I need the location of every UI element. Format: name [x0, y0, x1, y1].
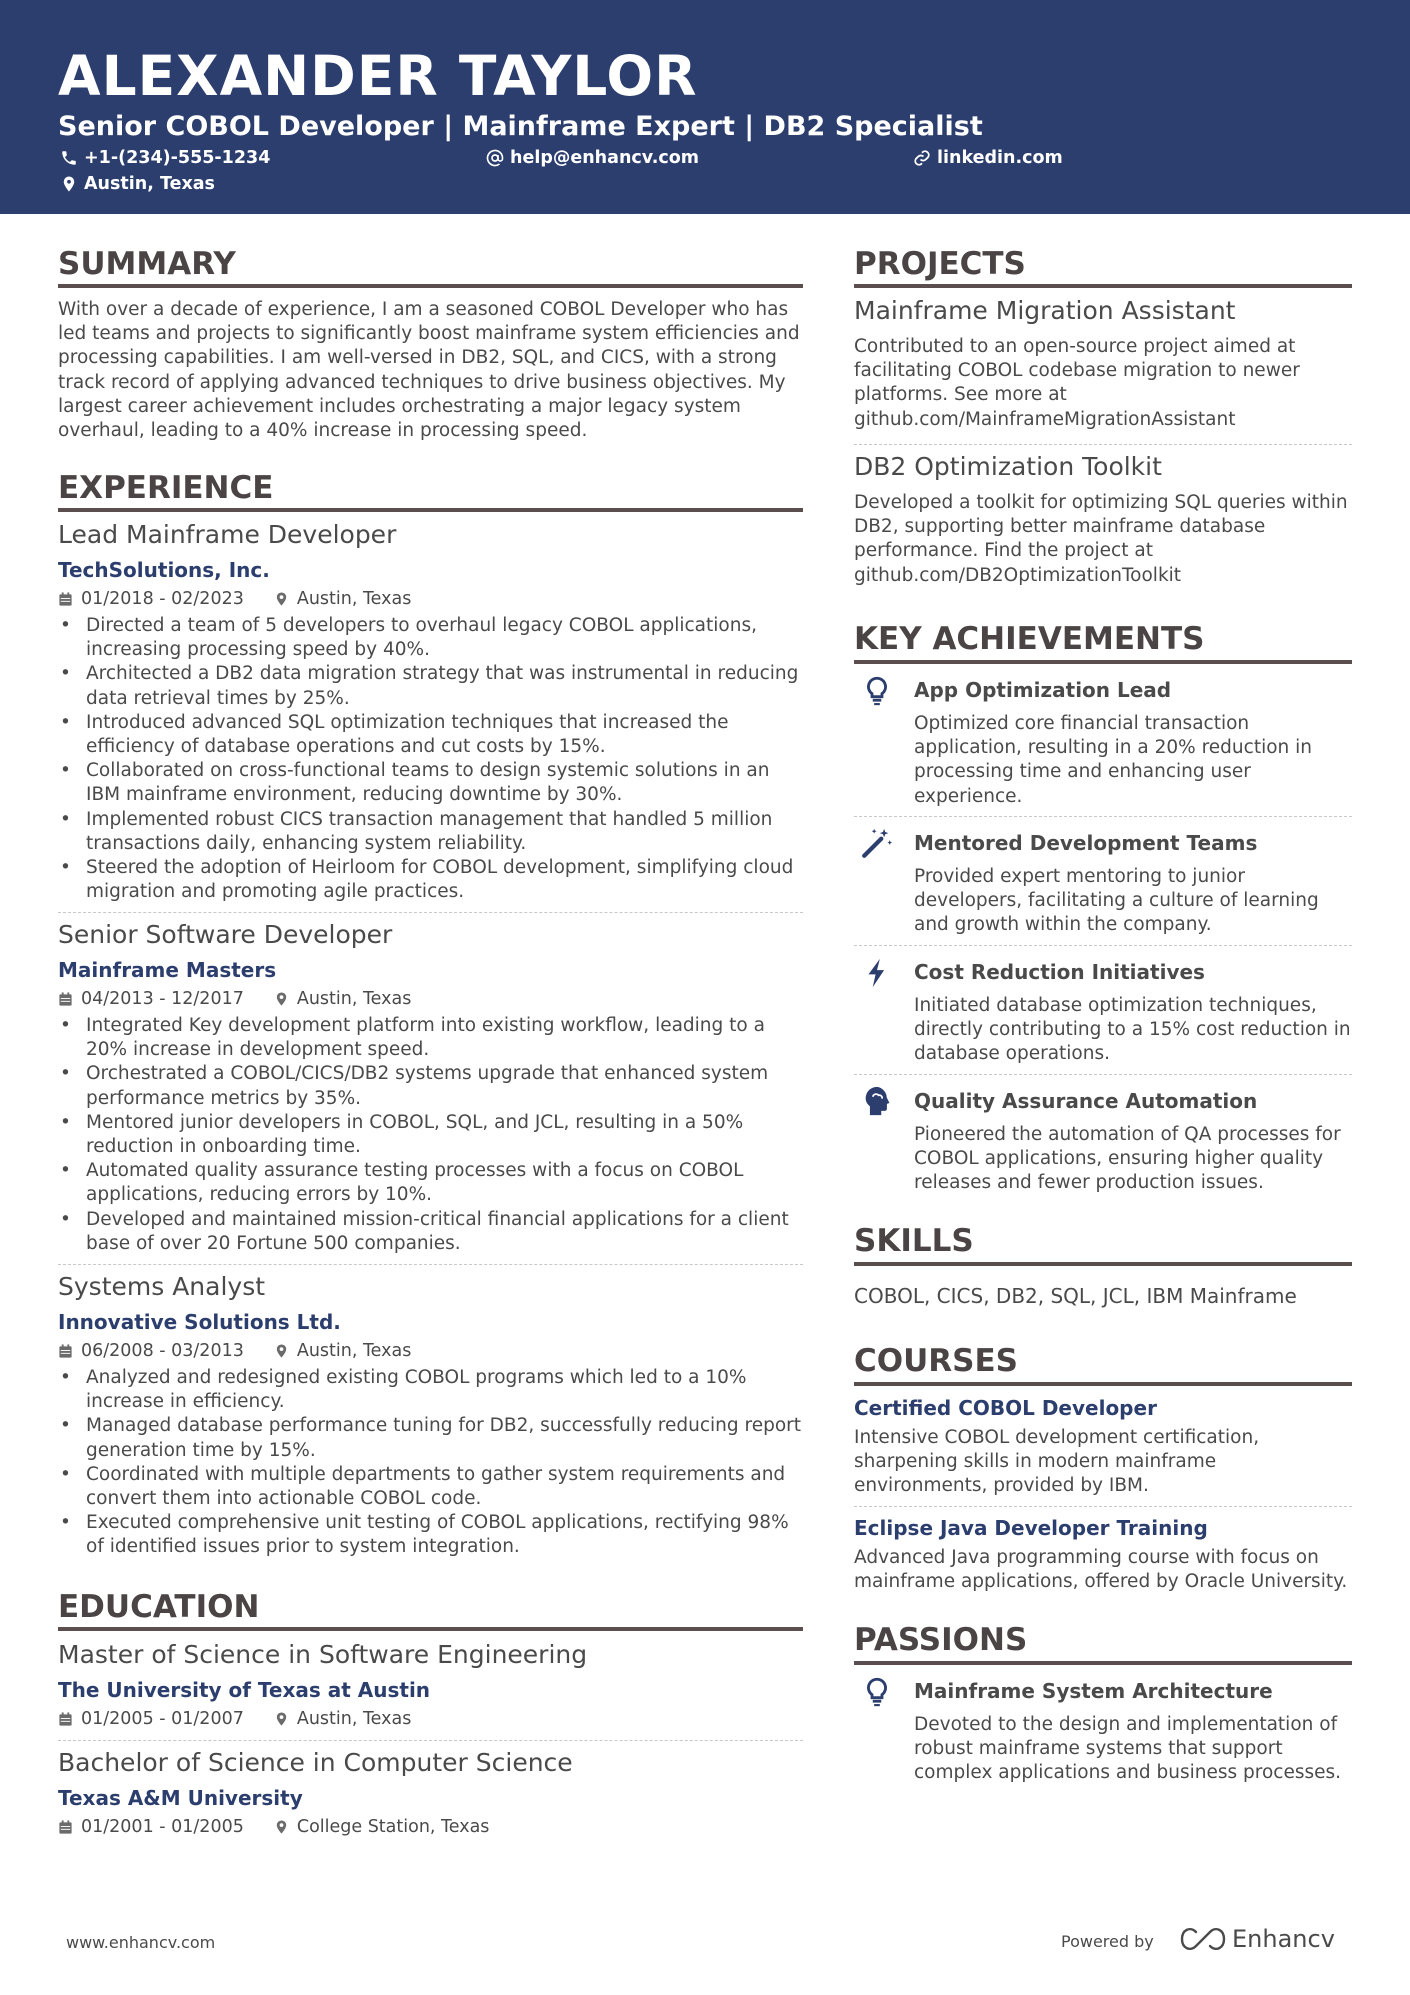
calendar-icon: [58, 1819, 73, 1835]
job-dates: 04/2013 - 12/2017: [81, 989, 244, 1009]
project-title: DB2 Optimization Toolkit: [854, 452, 1162, 481]
divider: [854, 1506, 1352, 1507]
list-item: • Developed and maintained mission-critical financial applications for a client base of over 20 Fortune 500 companies.: [58, 1208, 803, 1256]
education-heading: EDUCATION: [58, 1589, 260, 1625]
location-text: Austin, Texas: [84, 174, 215, 194]
degree-title: Master of Science in Software Engineering: [58, 1640, 588, 1669]
lightbulb-icon: [860, 674, 894, 708]
job-bullets: [58, 1366, 803, 1560]
head-brain-icon: [860, 1084, 894, 1118]
course-entry: [854, 1516, 1352, 1594]
school-name[interactable]: Texas A&M University: [58, 1786, 303, 1810]
projects-heading: PROJECTS: [854, 246, 1026, 282]
linkedin-contact[interactable]: [913, 148, 1063, 168]
phone-contact[interactable]: [60, 148, 270, 168]
job-location: Austin, Texas: [296, 589, 412, 609]
phone-text: +1-(234)-555-1234: [84, 148, 271, 168]
job-dates: 06/2008 - 03/2013: [81, 1341, 244, 1361]
link-icon: [913, 149, 931, 167]
project-entry: [854, 452, 1352, 588]
courses-rule: [854, 1382, 1352, 1386]
education-entry: [58, 1640, 803, 1729]
location-contact: [60, 174, 215, 194]
enhancv-logo[interactable]: [1180, 1925, 1335, 1953]
calendar-icon: [58, 1711, 73, 1727]
map-pin-icon: [274, 591, 289, 607]
email-text: help@enhancv.com: [510, 148, 700, 168]
map-pin-icon: [274, 991, 289, 1007]
education-meta: [58, 1709, 803, 1729]
job-dates: 01/2018 - 02/2023: [81, 589, 244, 609]
passion-title: Mainframe System Architecture: [914, 1679, 1273, 1703]
education-location: Austin, Texas: [296, 1709, 412, 1729]
list-item: • Implemented robust CICS transaction management that handled 5 million transactions daily, enhancing system reliability.: [58, 808, 803, 856]
projects-rule: [854, 284, 1352, 288]
education-entry: [58, 1748, 803, 1837]
achievement-entry: [914, 678, 1354, 809]
magic-wand-icon: [860, 826, 894, 860]
achievement-entry: [914, 831, 1354, 938]
lightbulb-icon: [860, 1675, 894, 1709]
passions-rule: [854, 1661, 1352, 1665]
job-bullets: [58, 1014, 803, 1256]
achievement-entry: [914, 960, 1354, 1067]
education-location: College Station, Texas: [296, 1817, 490, 1837]
job-bullets: [58, 614, 803, 904]
map-pin-icon: [60, 175, 78, 193]
job-company[interactable]: Innovative Solutions Ltd.: [58, 1310, 341, 1334]
enhancv-logo-icon: [1180, 1926, 1226, 1952]
job-company[interactable]: Mainframe Masters: [58, 958, 277, 982]
summary-rule: [58, 284, 803, 288]
passion-text: Devoted to the design and implementation of robust mainframe systems that support complex applications and business processes.: [914, 1714, 1342, 1784]
list-item: • Introduced advanced SQL optimization techniques that increased the efficiency of database operations and cut costs by 15%.: [58, 711, 803, 759]
passions-heading: PASSIONS: [854, 1622, 1028, 1658]
skills-list: COBOL, CICS, DB2, SQL, JCL, IBM Mainframe: [854, 1284, 1297, 1308]
job-location: Austin, Texas: [296, 989, 412, 1009]
list-item: • Executed comprehensive unit testing of COBOL applications, rectifying 98% of identified issues prior to system integration.: [58, 1511, 803, 1559]
map-pin-icon: [274, 1819, 289, 1835]
achievements-heading: KEY ACHIEVEMENTS: [854, 621, 1205, 657]
job-role: Lead Mainframe Developer: [58, 520, 397, 549]
course-title[interactable]: Eclipse Java Developer Training: [854, 1516, 1208, 1540]
job-company[interactable]: TechSolutions, Inc.: [58, 558, 270, 582]
achievement-title: Quality Assurance Automation: [914, 1089, 1258, 1113]
achievement-title: Cost Reduction Initiatives: [914, 960, 1205, 984]
divider: [854, 816, 1352, 817]
divider: [854, 444, 1352, 445]
job-role: Systems Analyst: [58, 1272, 266, 1301]
divider: [58, 1264, 803, 1265]
linkedin-text: linkedin.com: [937, 148, 1063, 168]
calendar-icon: [58, 1343, 73, 1359]
header-banner: [0, 0, 1410, 214]
lightning-bolt-icon: [860, 956, 894, 990]
summary-heading: SUMMARY: [58, 246, 236, 282]
achievement-text: Provided expert mentoring to junior developers, facilitating a culture of learning and growth within the company.: [914, 866, 1319, 936]
divider: [58, 1740, 803, 1741]
job-location: Austin, Texas: [296, 1341, 412, 1361]
project-text: Developed a toolkit for optimizing SQL queries within DB2, supporting better mainframe database performance. Find the project at github.com/DB2OptimizationToolkit: [854, 492, 1348, 586]
job-meta: [58, 989, 803, 1009]
candidate-name: ALEXANDER TAYLOR: [58, 44, 698, 108]
list-item: • Coordinated with multiple departments to gather system requirements and convert them into actionable COBOL code.: [58, 1463, 803, 1511]
list-item: • Directed a team of 5 developers to overhaul legacy COBOL applications, increasing processing speed by 40%.: [58, 614, 803, 662]
job-role: Senior Software Developer: [58, 920, 393, 949]
list-item: • Integrated Key development platform into existing workflow, leading to a 20% increase in development speed.: [58, 1014, 803, 1062]
skills-heading: SKILLS: [854, 1223, 974, 1259]
course-title[interactable]: Certified COBOL Developer: [854, 1396, 1157, 1420]
list-item: • Analyzed and redesigned existing COBOL programs which led to a 10% increase in efficiency.: [58, 1366, 803, 1414]
achievement-title: App Optimization Lead: [914, 678, 1172, 702]
footer-website[interactable]: www.enhancv.com: [66, 1933, 216, 1952]
calendar-icon: [58, 591, 73, 607]
enhancv-logo-text: Enhancv: [1232, 1925, 1335, 1953]
degree-title: Bachelor of Science in Computer Science: [58, 1748, 573, 1777]
project-title: Mainframe Migration Assistant: [854, 296, 1236, 325]
achievement-title: Mentored Development Teams: [914, 831, 1258, 855]
courses-heading: COURSES: [854, 1343, 1018, 1379]
achievement-text: Optimized core financial transaction application, resulting in a 20% reduction in processing time and enhancing user experience.: [914, 713, 1313, 807]
project-entry: [854, 296, 1352, 432]
map-pin-icon: [274, 1711, 289, 1727]
map-pin-icon: [274, 1343, 289, 1359]
job-meta: [58, 589, 803, 609]
list-item: • Mentored junior developers in COBOL, SQL, and JCL, resulting in a 50% reduction in onboarding time.: [58, 1111, 803, 1159]
job-entry: [58, 520, 803, 904]
achievement-entry: [914, 1089, 1354, 1196]
course-text: Advanced Java programming course with focus on mainframe applications, offered by Oracle University.: [854, 1547, 1348, 1593]
footer-powered-by: Powered by: [1061, 1932, 1154, 1951]
email-contact[interactable]: [486, 148, 699, 168]
education-dates: 01/2005 - 01/2007: [81, 1709, 244, 1729]
experience-rule: [58, 508, 803, 512]
phone-icon: [60, 149, 78, 167]
course-entry: [854, 1396, 1352, 1499]
list-item: • Steered the adoption of Heirloom for COBOL development, simplifying cloud migration and promoting agile practices.: [58, 856, 803, 904]
education-dates: 01/2001 - 01/2005: [81, 1817, 244, 1837]
achievement-text: Pioneered the automation of QA processes for COBOL applications, ensuring higher quality releases and fewer production issues.: [914, 1124, 1341, 1194]
education-meta: [58, 1817, 803, 1837]
project-text: Contributed to an open-source project aimed at facilitating COBOL codebase migration to newer platforms. See more at github.com/MainframeMigrationAssistant: [854, 336, 1300, 430]
at-sign-icon: [486, 149, 504, 167]
education-rule: [58, 1627, 803, 1631]
calendar-icon: [58, 991, 73, 1007]
divider: [854, 1074, 1352, 1075]
job-entry: [58, 1272, 803, 1560]
job-meta: [58, 1341, 803, 1361]
list-item: • Managed database performance tuning for DB2, successfully reducing report generation time by 15%.: [58, 1414, 803, 1462]
list-item: • Automated quality assurance testing processes with a focus on COBOL applications, reducing errors by 10%.: [58, 1159, 803, 1207]
passion-entry: [914, 1679, 1354, 1786]
summary-text: With over a decade of experience, I am a seasoned COBOL Developer who has led teams and projects to significantly boost mainframe system efficiencies and processing capabilities. I am well-versed in DB2, SQL, and CICS, with a strong track record of applying advanced techniques to drive business objectives. My largest career achievement includes orchestrating a major legacy system overhaul, leading to a 40% increase in processing speed.: [58, 299, 800, 442]
divider: [58, 912, 803, 913]
candidate-title: Senior COBOL Developer | Mainframe Expert | DB2 Specialist: [58, 111, 983, 142]
divider: [854, 945, 1352, 946]
job-entry: [58, 920, 803, 1256]
experience-heading: EXPERIENCE: [58, 470, 274, 506]
list-item: • Collaborated on cross-functional teams to design systemic solutions in an IBM mainframe environment, reducing downtime by 30%.: [58, 759, 803, 807]
achievements-rule: [854, 660, 1352, 664]
course-text: Intensive COBOL development certification, sharpening skills in modern mainframe environments, provided by IBM.: [854, 1427, 1260, 1497]
skills-rule: [854, 1262, 1352, 1266]
list-item: • Orchestrated a COBOL/CICS/DB2 systems upgrade that enhanced system performance metrics by 35%.: [58, 1062, 803, 1110]
list-item: • Architected a DB2 data migration strategy that was instrumental in reducing data retrieval times by 25%.: [58, 662, 803, 710]
school-name[interactable]: The University of Texas at Austin: [58, 1678, 431, 1702]
achievement-text: Initiated database optimization techniques, directly contributing to a 15% cost reduction in database operations.: [914, 995, 1351, 1065]
